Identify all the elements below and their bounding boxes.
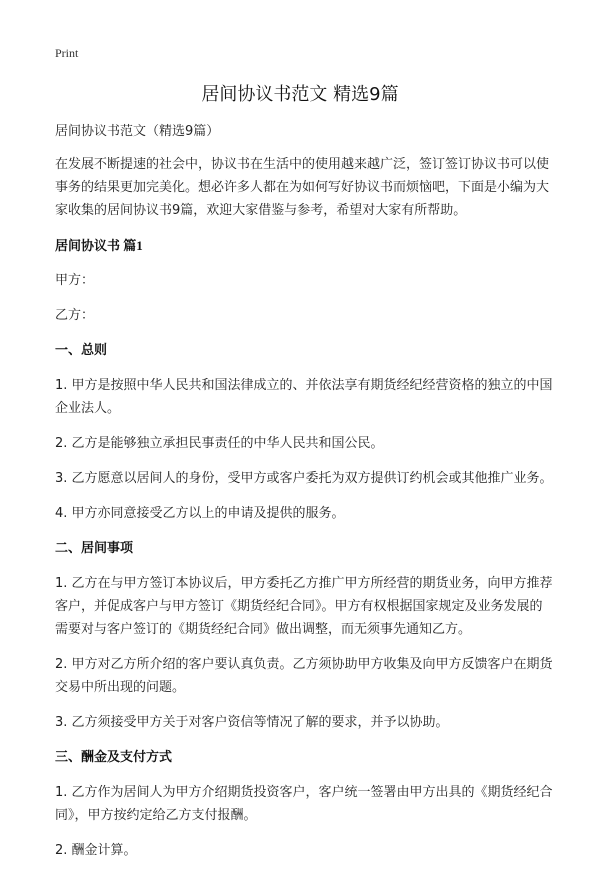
- document-body: [55, 120, 555, 874]
- clause-paragraph: 3. 乙方愿意以居间人的身份，受甲方或客户委托为双方提供订约机会或其他推广业务。: [55, 471, 553, 486]
- article-heading: 居间协议书 篇1: [55, 238, 143, 253]
- clause-paragraph: 3. 乙方须接受甲方关于对客户资信等情况了解的要求，并予以协助。: [55, 715, 449, 730]
- party-b-line: 乙方：: [55, 308, 95, 323]
- clause-paragraph: 2. 酬金计算。: [55, 843, 137, 858]
- party-a-line: 甲方：: [55, 273, 95, 288]
- section-heading: 三、酬金及支付方式: [55, 750, 173, 765]
- clause-paragraph: 2. 甲方对乙方所介绍的客户要认真负责。乙方须协助甲方收集及向甲方反馈客户在期货交易中所出现的问题。: [55, 657, 553, 695]
- clause-paragraph: 1. 乙方在与甲方签订本协议后，甲方委托乙方推广甲方所经营的期货业务，向甲方推荐客户，并促成客户与甲方签订《期货经纪合同》。甲方有权根据国家规定及业务发展的需要对与客户签订的《期货经纪合同》做出调整，而无须事先通知乙方。: [55, 576, 553, 637]
- document-subtitle: 居间协议书范文（精选9篇）: [55, 124, 220, 139]
- section-heading: 二、居间事项: [55, 541, 134, 556]
- print-link[interactable]: Print: [55, 46, 79, 60]
- clause-paragraph: 1. 乙方作为居间人为甲方介绍期货投资客户，客户统一签署由甲方出具的《期货经纪合同》，甲方按约定给乙方支付报酬。: [55, 785, 553, 823]
- section-heading: 一、总则: [55, 343, 108, 358]
- clause-paragraph: 4. 甲方亦同意接受乙方以上的申请及提供的服务。: [55, 506, 345, 521]
- intro-paragraph: 在发展不断提速的社会中，协议书在生活中的使用越来越广泛，签订签订协议书可以使事务的结果更加完美化。想必许多人都在为如何写好协议书而烦恼吧，下面是小编为大家收集的居间协议书9篇，欢迎大家借鉴与参考，希望对大家有所帮助。: [55, 157, 550, 218]
- page-title: 居间协议书范文 精选9篇: [201, 84, 399, 105]
- clause-paragraph: 2. 乙方是能够独立承担民事责任的中华人民共和国公民。: [55, 436, 384, 451]
- clause-paragraph: 1. 甲方是按照中华人民共和国法律成立的、并依法享有期货经纪经营资格的独立的中国企业法人。: [55, 378, 553, 416]
